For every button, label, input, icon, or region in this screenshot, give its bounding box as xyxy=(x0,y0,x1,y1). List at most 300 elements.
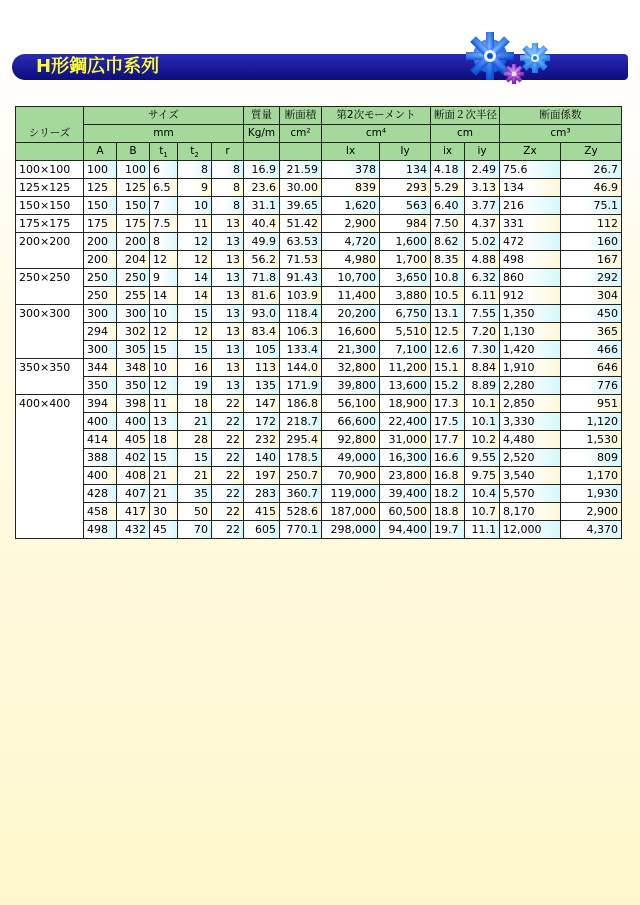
table-cell: 8 xyxy=(150,233,178,251)
table-cell: 22 xyxy=(212,395,244,413)
table-cell: 1,120 xyxy=(561,413,622,431)
table-cell: 4,480 xyxy=(500,431,561,449)
table-cell: 50 xyxy=(178,503,212,521)
table-row xyxy=(16,485,622,503)
table-cell: 12 xyxy=(150,323,178,341)
header-blank xyxy=(244,143,280,161)
table-cell: 16 xyxy=(178,359,212,377)
series-label: 300×300 xyxy=(16,305,84,359)
table-cell: 302 xyxy=(117,323,150,341)
table-cell: 450 xyxy=(561,305,622,323)
table-row xyxy=(16,179,622,197)
table-cell: 394 xyxy=(84,395,117,413)
table-cell: 10.7 xyxy=(465,503,500,521)
table-cell: 4.37 xyxy=(465,215,500,233)
table-cell: 7.50 xyxy=(431,215,465,233)
table-cell: 912 xyxy=(500,287,561,305)
table-cell: 414 xyxy=(84,431,117,449)
table-cell: 3,880 xyxy=(380,287,431,305)
table-cell: 21.59 xyxy=(280,161,322,179)
table-cell: 13 xyxy=(212,323,244,341)
table-cell: 22 xyxy=(212,503,244,521)
table-cell: 10.1 xyxy=(465,395,500,413)
table-cell: 135 xyxy=(244,377,280,395)
table-cell: 1,620 xyxy=(322,197,380,215)
table-cell: 7,100 xyxy=(380,341,431,359)
table-cell: 94,400 xyxy=(380,521,431,539)
table-cell: 15.2 xyxy=(431,377,465,395)
table-cell: 304 xyxy=(561,287,622,305)
header-col-zx: Zx xyxy=(500,143,561,161)
table-cell: 415 xyxy=(244,503,280,521)
table-cell: 11.1 xyxy=(465,521,500,539)
table-cell: 167 xyxy=(561,251,622,269)
h-beam-spec-table xyxy=(15,106,622,539)
table-cell: 100 xyxy=(84,161,117,179)
header-area: 断面積 xyxy=(280,107,322,125)
table-cell: 388 xyxy=(84,449,117,467)
table-cell: 250 xyxy=(84,269,117,287)
table-cell: 8,170 xyxy=(500,503,561,521)
series-label: 150×150 xyxy=(16,197,84,215)
table-cell: 1,700 xyxy=(380,251,431,269)
page-title: H形鋼広巾系列 xyxy=(36,56,160,77)
table-cell: 16,300 xyxy=(380,449,431,467)
table-cell: 21 xyxy=(150,485,178,503)
table-cell: 17.7 xyxy=(431,431,465,449)
table-cell: 51.42 xyxy=(280,215,322,233)
series-label: 125×125 xyxy=(16,179,84,197)
table-row xyxy=(16,521,622,539)
table-cell: 15 xyxy=(150,341,178,359)
table-cell: 71.53 xyxy=(280,251,322,269)
table-cell: 22 xyxy=(212,449,244,467)
table-cell: 49,000 xyxy=(322,449,380,467)
table-cell: 22,400 xyxy=(380,413,431,431)
header-size-unit: mm xyxy=(84,125,244,143)
table-cell: 21 xyxy=(178,413,212,431)
series-label: 200×200 xyxy=(16,233,84,269)
table-cell: 12.6 xyxy=(431,341,465,359)
table-cell: 298,000 xyxy=(322,521,380,539)
header-col-ix-radius: ix xyxy=(431,143,465,161)
table-cell: 39,800 xyxy=(322,377,380,395)
table-cell: 4,720 xyxy=(322,233,380,251)
table-cell: 2,900 xyxy=(322,215,380,233)
table-cell: 19 xyxy=(178,377,212,395)
table-cell: 2,280 xyxy=(500,377,561,395)
table-cell: 13 xyxy=(212,215,244,233)
table-cell: 7.20 xyxy=(465,323,500,341)
table-cell: 4.88 xyxy=(465,251,500,269)
table-row xyxy=(16,251,622,269)
header-size: サイズ xyxy=(84,107,244,125)
table-cell: 13 xyxy=(150,413,178,431)
table-cell: 12.5 xyxy=(431,323,465,341)
table-cell: 6.32 xyxy=(465,269,500,287)
header-moment-unit: cm⁴ xyxy=(322,125,431,143)
table-row xyxy=(16,449,622,467)
table-cell: 83.4 xyxy=(244,323,280,341)
table-cell: 18 xyxy=(178,395,212,413)
table-cell: 8 xyxy=(178,161,212,179)
table-cell: 30 xyxy=(150,503,178,521)
table-cell: 113 xyxy=(244,359,280,377)
table-cell: 70 xyxy=(178,521,212,539)
table-cell: 809 xyxy=(561,449,622,467)
table-cell: 10.2 xyxy=(465,431,500,449)
table-cell: 75.6 xyxy=(500,161,561,179)
header-col-zy: Zy xyxy=(561,143,622,161)
header-col-iy-radius: iy xyxy=(465,143,500,161)
table-cell: 400 xyxy=(117,413,150,431)
table-cell: 200 xyxy=(117,233,150,251)
table-cell: 13,600 xyxy=(380,377,431,395)
header-col-a: A xyxy=(84,143,117,161)
table-cell: 22 xyxy=(212,521,244,539)
table-cell: 350 xyxy=(117,377,150,395)
table-cell: 140 xyxy=(244,449,280,467)
table-cell: 7.5 xyxy=(150,215,178,233)
table-cell: 528.6 xyxy=(280,503,322,521)
table-cell: 232 xyxy=(244,431,280,449)
table-cell: 646 xyxy=(561,359,622,377)
table-cell: 14 xyxy=(150,287,178,305)
header-radius-unit: cm xyxy=(431,125,500,143)
table-cell: 255 xyxy=(117,287,150,305)
table-cell: 1,350 xyxy=(500,305,561,323)
table-cell: 197 xyxy=(244,467,280,485)
table-cell: 105 xyxy=(244,341,280,359)
table-cell: 8 xyxy=(212,161,244,179)
table-cell: 13 xyxy=(212,269,244,287)
table-row xyxy=(16,431,622,449)
table-cell: 31,000 xyxy=(380,431,431,449)
table-row xyxy=(16,377,622,395)
table-cell: 160 xyxy=(561,233,622,251)
table-cell: 103.9 xyxy=(280,287,322,305)
table-cell: 8 xyxy=(212,179,244,197)
header-modulus-unit: cm³ xyxy=(500,125,622,143)
table-cell: 15 xyxy=(150,449,178,467)
table-cell: 133.4 xyxy=(280,341,322,359)
table-cell: 5,510 xyxy=(380,323,431,341)
table-cell: 466 xyxy=(561,341,622,359)
table-cell: 9.55 xyxy=(465,449,500,467)
table-cell: 10 xyxy=(150,359,178,377)
table-cell: 6 xyxy=(150,161,178,179)
table-cell: 23.6 xyxy=(244,179,280,197)
table-cell: 11,200 xyxy=(380,359,431,377)
table-cell: 81.6 xyxy=(244,287,280,305)
table-cell: 75.1 xyxy=(561,197,622,215)
table-cell: 408 xyxy=(117,467,150,485)
table-row xyxy=(16,287,622,305)
table-cell: 984 xyxy=(380,215,431,233)
header-col-t1: $t_1$ xyxy=(150,143,178,161)
table-cell: 134 xyxy=(380,161,431,179)
table-cell: 18 xyxy=(150,431,178,449)
table-cell: 91.43 xyxy=(280,269,322,287)
header-col-ix-moment: Ix xyxy=(322,143,380,161)
table-cell: 839 xyxy=(322,179,380,197)
table-cell: 432 xyxy=(117,521,150,539)
table-cell: 22 xyxy=(212,467,244,485)
table-cell: 112 xyxy=(561,215,622,233)
series-label: 350×350 xyxy=(16,359,84,395)
table-cell: 15 xyxy=(178,305,212,323)
table-cell: 15 xyxy=(178,449,212,467)
table-cell: 186.8 xyxy=(280,395,322,413)
table-cell: 200 xyxy=(84,233,117,251)
table-cell: 9 xyxy=(178,179,212,197)
table-cell: 134 xyxy=(500,179,561,197)
table-cell: 4,980 xyxy=(322,251,380,269)
series-label: 250×250 xyxy=(16,269,84,305)
series-label: 175×175 xyxy=(16,215,84,233)
table-cell: 5,570 xyxy=(500,485,561,503)
table-cell: 3,650 xyxy=(380,269,431,287)
table-cell: 56.2 xyxy=(244,251,280,269)
table-cell: 770.1 xyxy=(280,521,322,539)
header-mass-unit: Kg/m xyxy=(244,125,280,143)
header-col-r: r xyxy=(212,143,244,161)
table-cell: 31.1 xyxy=(244,197,280,215)
table-cell: 398 xyxy=(117,395,150,413)
table-cell: 106.3 xyxy=(280,323,322,341)
table-cell: 150 xyxy=(84,197,117,215)
header-col-iy-moment: Iy xyxy=(380,143,431,161)
table-cell: 204 xyxy=(117,251,150,269)
table-cell: 295.4 xyxy=(280,431,322,449)
table-cell: 22 xyxy=(212,431,244,449)
table-cell: 10 xyxy=(178,197,212,215)
table-cell: 472 xyxy=(500,233,561,251)
table-cell: 30.00 xyxy=(280,179,322,197)
table-cell: 144.0 xyxy=(280,359,322,377)
table-cell: 22 xyxy=(212,413,244,431)
table-cell: 28 xyxy=(178,431,212,449)
table-cell: 13 xyxy=(212,233,244,251)
table-cell: 12,000 xyxy=(500,521,561,539)
table-cell: 21 xyxy=(150,467,178,485)
table-cell: 12 xyxy=(150,251,178,269)
table-cell: 407 xyxy=(117,485,150,503)
table-cell: 8 xyxy=(212,197,244,215)
table-cell: 119,000 xyxy=(322,485,380,503)
table-cell: 71.8 xyxy=(244,269,280,287)
table-row xyxy=(16,161,622,179)
table-cell: 10,700 xyxy=(322,269,380,287)
table-cell: 6,750 xyxy=(380,305,431,323)
table-cell: 21 xyxy=(178,467,212,485)
table-cell: 250.7 xyxy=(280,467,322,485)
table-cell: 8.84 xyxy=(465,359,500,377)
table-cell: 14 xyxy=(178,269,212,287)
table-row xyxy=(16,305,622,323)
table-cell: 7.55 xyxy=(465,305,500,323)
table-cell: 776 xyxy=(561,377,622,395)
table-cell: 14 xyxy=(178,287,212,305)
header-moment: 第2次モーメント xyxy=(322,107,431,125)
table-cell: 6.11 xyxy=(465,287,500,305)
table-cell: 10 xyxy=(150,305,178,323)
table-cell: 16,600 xyxy=(322,323,380,341)
table-cell: 331 xyxy=(500,215,561,233)
table-cell: 13 xyxy=(212,305,244,323)
table-cell: 2,520 xyxy=(500,449,561,467)
table-cell: 118.4 xyxy=(280,305,322,323)
table-row xyxy=(16,323,622,341)
header-series: シリーズ xyxy=(16,107,84,143)
table-cell: 175 xyxy=(84,215,117,233)
table-cell: 11 xyxy=(150,395,178,413)
table-cell: 10.8 xyxy=(431,269,465,287)
table-cell: 16.9 xyxy=(244,161,280,179)
table-cell: 1,530 xyxy=(561,431,622,449)
table-cell: 45 xyxy=(150,521,178,539)
table-cell: 178.5 xyxy=(280,449,322,467)
table-cell: 40.4 xyxy=(244,215,280,233)
table-cell: 66,600 xyxy=(322,413,380,431)
table-cell: 7.30 xyxy=(465,341,500,359)
table-cell: 12 xyxy=(178,251,212,269)
header-col-t2: $t_2$ xyxy=(178,143,212,161)
table-cell: 10.4 xyxy=(465,485,500,503)
series-label: 100×100 xyxy=(16,161,84,179)
table-row xyxy=(16,395,622,413)
table-cell: 7 xyxy=(150,197,178,215)
table-row xyxy=(16,341,622,359)
table-cell: 35 xyxy=(178,485,212,503)
table-cell: 93.0 xyxy=(244,305,280,323)
table-cell: 293 xyxy=(380,179,431,197)
table-cell: 3.13 xyxy=(465,179,500,197)
table-cell: 400 xyxy=(84,467,117,485)
table-cell: 18.2 xyxy=(431,485,465,503)
header-col-b: B xyxy=(117,143,150,161)
table-row xyxy=(16,215,622,233)
table-cell: 305 xyxy=(117,341,150,359)
table-cell: 8.89 xyxy=(465,377,500,395)
table-cell: 12 xyxy=(150,377,178,395)
table-cell: 250 xyxy=(117,269,150,287)
table-row xyxy=(16,413,622,431)
header-area-unit: cm² xyxy=(280,125,322,143)
table-cell: 2,850 xyxy=(500,395,561,413)
table-cell: 39,400 xyxy=(380,485,431,503)
table-cell: 2.49 xyxy=(465,161,500,179)
table-cell: 400 xyxy=(84,413,117,431)
table-cell: 15.1 xyxy=(431,359,465,377)
table-cell: 46.9 xyxy=(561,179,622,197)
table-cell: 2,900 xyxy=(561,503,622,521)
table-cell: 4,370 xyxy=(561,521,622,539)
table-cell: 12 xyxy=(178,323,212,341)
table-cell: 13 xyxy=(212,287,244,305)
table-cell: 3,540 xyxy=(500,467,561,485)
table-cell: 17.5 xyxy=(431,413,465,431)
header-mass: 質量 xyxy=(244,107,280,125)
table-cell: 300 xyxy=(84,305,117,323)
table-cell: 1,600 xyxy=(380,233,431,251)
table-cell: 16.6 xyxy=(431,449,465,467)
header-modulus: 断面係数 xyxy=(500,107,622,125)
table-cell: 218.7 xyxy=(280,413,322,431)
table-cell: 20,200 xyxy=(322,305,380,323)
table-cell: 11,400 xyxy=(322,287,380,305)
table-cell: 39.65 xyxy=(280,197,322,215)
table-cell: 171.9 xyxy=(280,377,322,395)
table-cell: 175 xyxy=(117,215,150,233)
table-cell: 498 xyxy=(84,521,117,539)
table-cell: 951 xyxy=(561,395,622,413)
table-cell: 350 xyxy=(84,377,117,395)
table-cell: 19.7 xyxy=(431,521,465,539)
table-cell: 8.62 xyxy=(431,233,465,251)
table-row xyxy=(16,467,622,485)
table-cell: 15 xyxy=(178,341,212,359)
table-cell: 18.8 xyxy=(431,503,465,521)
table-cell: 292 xyxy=(561,269,622,287)
table-cell: 1,170 xyxy=(561,467,622,485)
table-cell: 172 xyxy=(244,413,280,431)
table-cell: 344 xyxy=(84,359,117,377)
table-row xyxy=(16,503,622,521)
table-cell: 21,300 xyxy=(322,341,380,359)
table-cell: 187,000 xyxy=(322,503,380,521)
table-cell: 100 xyxy=(117,161,150,179)
table-cell: 8.35 xyxy=(431,251,465,269)
table-cell: 18,900 xyxy=(380,395,431,413)
table-cell: 428 xyxy=(84,485,117,503)
table-cell: 13 xyxy=(212,251,244,269)
table-cell: 17.3 xyxy=(431,395,465,413)
table-cell: 147 xyxy=(244,395,280,413)
table-cell: 378 xyxy=(322,161,380,179)
table-cell: 11 xyxy=(178,215,212,233)
table-cell: 5.02 xyxy=(465,233,500,251)
table-cell: 49.9 xyxy=(244,233,280,251)
table-cell: 92,800 xyxy=(322,431,380,449)
table-cell: 125 xyxy=(117,179,150,197)
table-cell: 13 xyxy=(212,377,244,395)
table-cell: 417 xyxy=(117,503,150,521)
table-cell: 22 xyxy=(212,485,244,503)
table-row xyxy=(16,359,622,377)
table-row xyxy=(16,197,622,215)
table-cell: 9.75 xyxy=(465,467,500,485)
table-cell: 26.7 xyxy=(561,161,622,179)
table-cell: 3.77 xyxy=(465,197,500,215)
table-cell: 56,100 xyxy=(322,395,380,413)
table-row xyxy=(16,269,622,287)
table-cell: 3,330 xyxy=(500,413,561,431)
table-cell: 294 xyxy=(84,323,117,341)
table-cell: 60,500 xyxy=(380,503,431,521)
table-cell: 216 xyxy=(500,197,561,215)
table-cell: 16.8 xyxy=(431,467,465,485)
table-row xyxy=(16,233,622,251)
table-cell: 1,910 xyxy=(500,359,561,377)
header-blank xyxy=(280,143,322,161)
header-radius: 断面２次半径 xyxy=(431,107,500,125)
table-cell: 23,800 xyxy=(380,467,431,485)
series-label: 400×400 xyxy=(16,395,84,539)
table-cell: 10.5 xyxy=(431,287,465,305)
table-cell: 1,930 xyxy=(561,485,622,503)
table-cell: 498 xyxy=(500,251,561,269)
